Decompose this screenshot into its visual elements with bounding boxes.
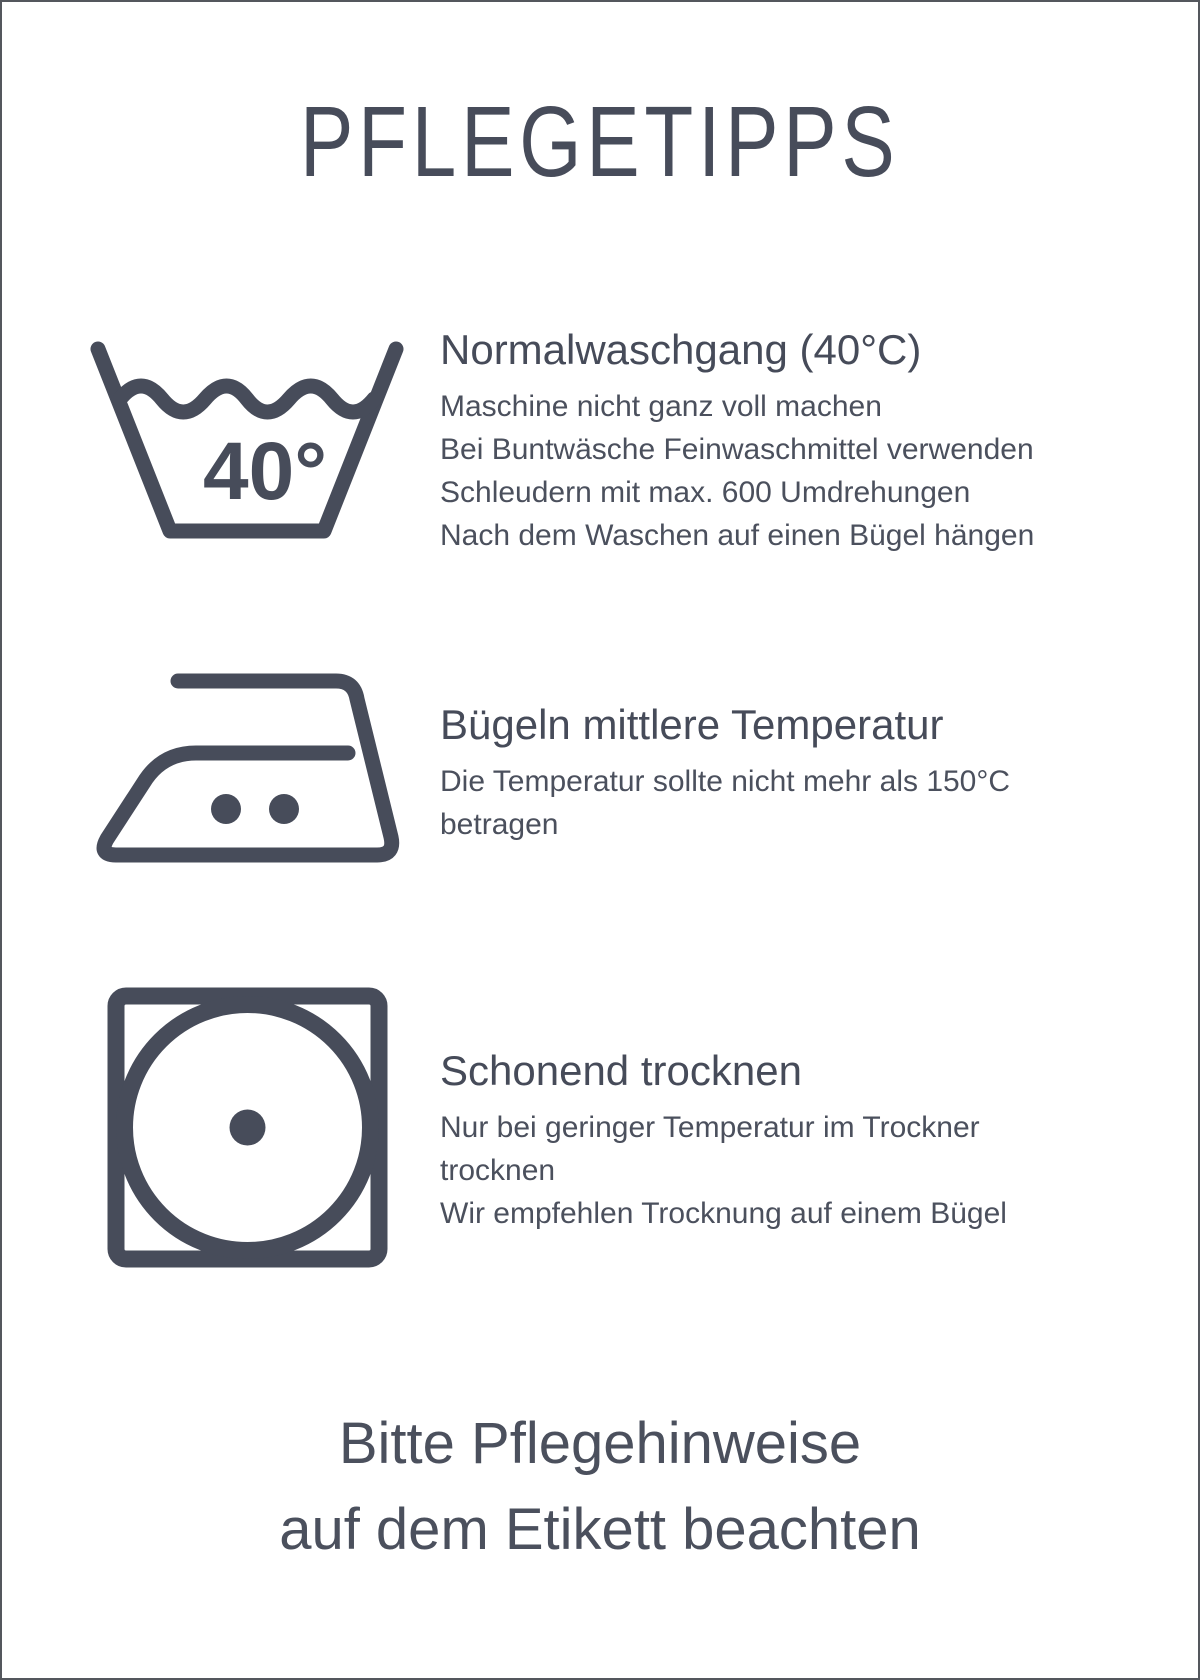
washing-line: Maschine nicht ganz voll machen: [440, 390, 882, 423]
drying-line: Nur bei geringer Temperatur im Trockner: [440, 1111, 980, 1144]
section-drying: [2, 984, 1198, 1271]
washing-icon-column: [82, 325, 412, 543]
section-ironing: [2, 665, 1198, 871]
ironing-text-column: [440, 665, 1010, 846]
wash-temperature-label: 40°: [202, 426, 328, 517]
footer-note-line: Bitte Pflegehinweise: [338, 1411, 862, 1476]
washing-line: Bei Buntwäsche Feinwaschmittel verwenden: [440, 433, 1034, 466]
iron-medium-heat-icon: [86, 665, 408, 871]
wash-basin-40-icon: [82, 335, 412, 543]
tumble-dry-low-icon: [104, 984, 391, 1271]
page-title: PFLEGETIPPS: [300, 86, 900, 198]
section-washing: [2, 325, 1198, 557]
footer-note: [2, 1401, 1198, 1573]
footer-note-line: auf dem Etikett beachten: [279, 1497, 921, 1562]
washing-text-column: [440, 325, 1034, 557]
ironing-line: betragen: [440, 808, 559, 841]
drying-text-column: [440, 984, 1007, 1235]
ironing-heading: Bügeln mittlere Temperatur: [440, 701, 944, 748]
washing-line: Nach dem Waschen auf einen Bügel hängen: [440, 519, 1035, 552]
page-title-wrap: [2, 87, 1198, 197]
drying-line: Wir empfehlen Trocknung auf einem Bügel: [440, 1197, 1007, 1230]
ironing-line: Die Temperatur sollte nicht mehr als 150°C: [440, 765, 1011, 798]
washing-heading: Normalwaschgang (40°C): [440, 326, 922, 373]
drying-icon-column: [82, 984, 412, 1271]
ironing-icon-column: [82, 665, 412, 871]
drying-heading: Schonend trocknen: [440, 1047, 802, 1094]
washing-line: Schleudern mit max. 600 Umdrehungen: [440, 476, 971, 509]
drying-line: trocknen: [440, 1154, 556, 1187]
